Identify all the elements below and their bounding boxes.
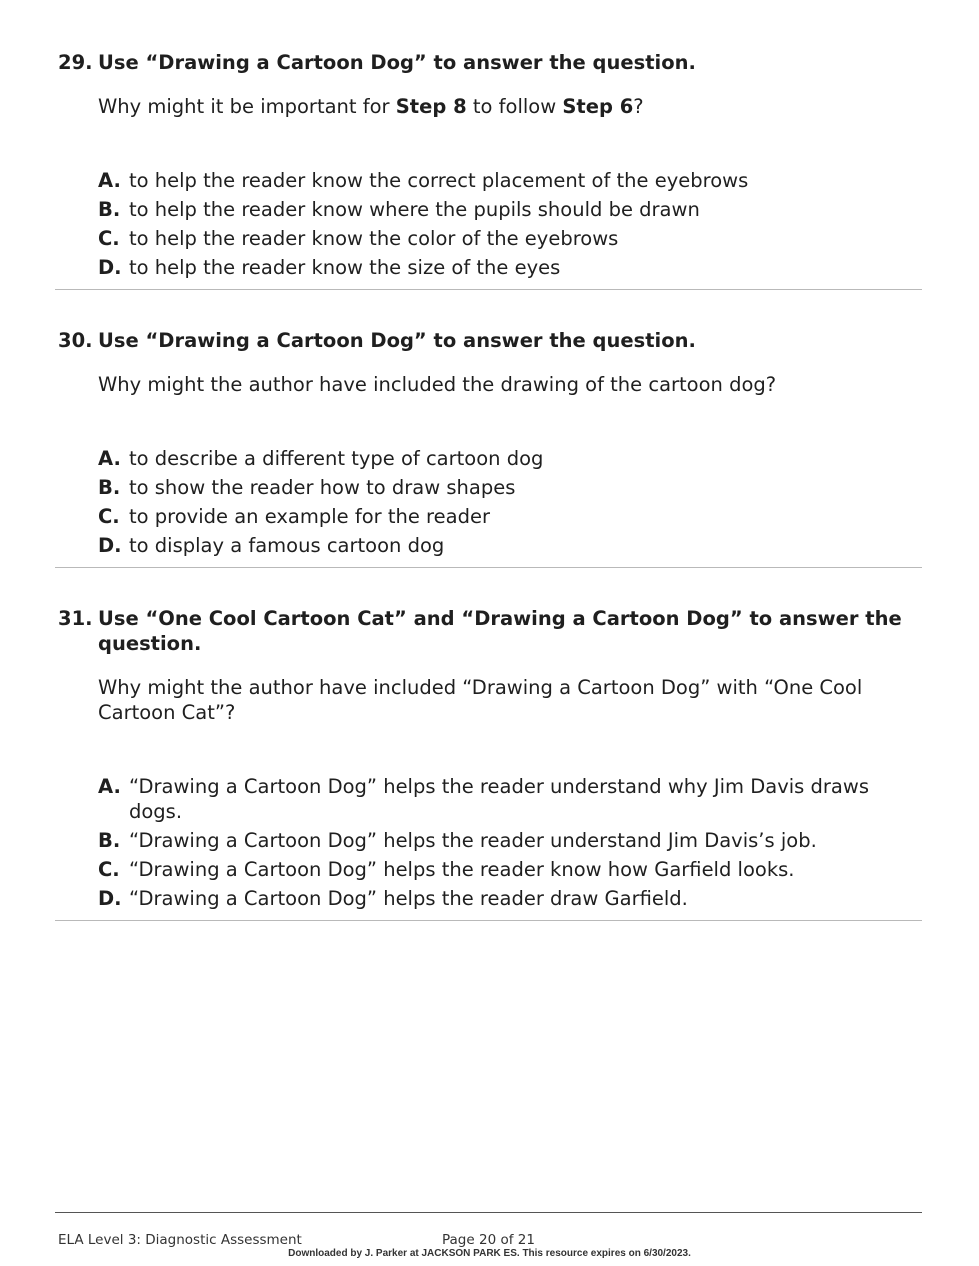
option-text: to provide an example for the reader (129, 505, 490, 528)
stem-emphasis: Step 8 (395, 95, 467, 118)
option-letter: C. (98, 505, 120, 528)
footer-assessment-title: ELA Level 3: Diagnostic Assessment (58, 1232, 302, 1248)
footer-download-note: Downloaded by J. Parker at JACKSON PARK ES. This resource expires on 6/30/2023. (288, 1248, 691, 1259)
option-letter: B. (98, 476, 121, 499)
question-divider (55, 567, 922, 568)
option-letter: A. (98, 169, 121, 192)
option-text: to describe a different type of cartoon dog (129, 447, 544, 470)
option-text: to display a famous cartoon dog (129, 534, 445, 557)
answer-option-c[interactable] (98, 855, 923, 884)
option-letter: A. (98, 775, 121, 798)
question-header (58, 606, 923, 656)
answer-option-c[interactable] (98, 502, 923, 531)
option-text: to help the reader know the size of the eyes (129, 256, 561, 279)
footer-page-number: Page 20 of 21 (442, 1232, 535, 1248)
option-letter: D. (98, 887, 122, 910)
stem-text: to follow (466, 95, 563, 118)
option-text: to help the reader know where the pupils should be drawn (129, 198, 700, 221)
answer-option-b[interactable] (98, 826, 923, 855)
option-text: to show the reader how to draw shapes (129, 476, 516, 499)
footer-divider (55, 1212, 922, 1213)
answer-options (98, 166, 923, 282)
option-letter: C. (98, 227, 120, 250)
answer-option-c[interactable] (98, 224, 923, 253)
question-title: Use “Drawing a Cartoon Dog” to answer the question. (98, 329, 696, 352)
option-letter: B. (98, 198, 121, 221)
question-stem: Why might the author have included the drawing of the cartoon dog? (98, 373, 777, 396)
answer-option-a[interactable] (98, 166, 923, 195)
answer-option-a[interactable] (98, 444, 923, 473)
question-stem: Why might the author have included “Drawing a Cartoon Dog” with “One Cool Cartoon Cat”? (98, 676, 863, 724)
option-letter: D. (98, 256, 122, 279)
answer-options (98, 444, 923, 560)
question-number: 29. (58, 51, 93, 74)
option-letter: C. (98, 858, 120, 881)
option-text: “Drawing a Cartoon Dog” helps the reader understand why Jim Davis draws dogs. (129, 775, 869, 823)
question-divider (55, 920, 922, 921)
question-30 (58, 328, 923, 560)
answer-option-a[interactable] (98, 772, 923, 826)
answer-option-b[interactable] (98, 195, 923, 224)
answer-option-d[interactable] (98, 531, 923, 560)
stem-text: Why might it be important for (98, 95, 396, 118)
answer-option-d[interactable] (98, 884, 923, 913)
question-header (58, 328, 923, 353)
question-header (58, 50, 923, 75)
option-text: “Drawing a Cartoon Dog” helps the reader draw Garfield. (129, 887, 688, 910)
question-stem (98, 94, 923, 119)
question-title: Use “One Cool Cartoon Cat” and “Drawing a Cartoon Dog” to answer the question. (98, 607, 902, 655)
option-text: to help the reader know the correct placement of the eyebrows (129, 169, 749, 192)
option-text: “Drawing a Cartoon Dog” helps the reader understand Jim Davis’s job. (129, 829, 817, 852)
question-29 (58, 50, 923, 282)
option-letter: B. (98, 829, 121, 852)
stem-emphasis: Step 6 (562, 95, 634, 118)
answer-options (98, 772, 923, 913)
question-number: 30. (58, 329, 93, 352)
option-text: “Drawing a Cartoon Dog” helps the reader know how Garfield looks. (129, 858, 795, 881)
option-letter: A. (98, 447, 121, 470)
question-divider (55, 289, 922, 290)
answer-option-b[interactable] (98, 473, 923, 502)
option-text: to help the reader know the color of the eyebrows (129, 227, 619, 250)
question-title: Use “Drawing a Cartoon Dog” to answer the question. (98, 51, 696, 74)
question-31 (58, 606, 923, 913)
question-number: 31. (58, 607, 93, 630)
stem-text: ? (633, 95, 644, 118)
option-letter: D. (98, 534, 122, 557)
answer-option-d[interactable] (98, 253, 923, 282)
